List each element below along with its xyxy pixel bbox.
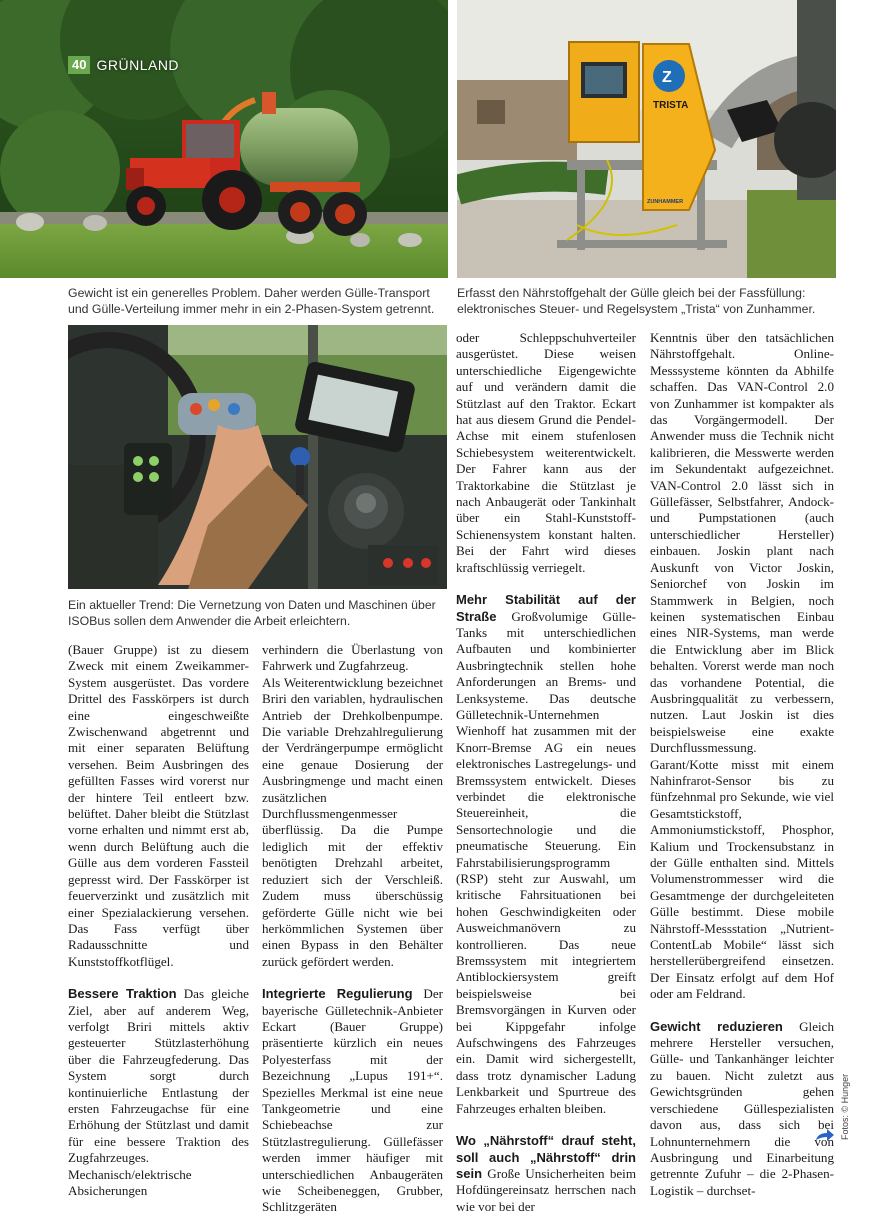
paragraph-with-heading xyxy=(68,986,249,1199)
paragraph-with-heading xyxy=(456,592,636,1117)
paragraph: oder Schleppschuhverteiler ausgerüstet. Diese weisen unterschiedliche Eigengewichte auf und verändern damit die Stützlast auf den Traktor. Eckart hat aus diesem Grund die Pendel-Achse mit einem stufenlosen Schiebesystem weiterentwickelt. Der Fahrer kann aus der Traktorkabine die Stützlast je nach Anbaugerät oder Tankinhalt über ein Stahl-Kunststoff-Schienensystem konstant halten. Bei der Fahrt wird dieses kraftschlüssig verriegelt. xyxy=(456,330,636,575)
paragraph-text: Gleich mehrere Hersteller versuchen, Gülle- und Tankanhänger leichter zu bauen. Nicht zuletzt aus Gewichtsgründen gehen verschiedene Güllespezialisten davon aus, dass sich bei Lohnunternehmern die von Ausbringung und Einarbeitung getrennte Zufuhr – die 2-Phasen-Logistik – durchset- xyxy=(650,1018,834,1198)
section-name: GRÜNLAND xyxy=(96,57,180,73)
paragraph-with-heading xyxy=(262,986,443,1216)
paragraph: Garant/Kotte misst mit einem Nahinfrarot-Sensor bis zu fünfzehnmal pro Sekunde, wie viel Gesamtstickstoff, Ammoniumstickstoff, Phosphor, Kalium und Trockensubstanz in der Gülle enthalten sind. Mittels Volumenstrommesser wird die Gesamtmenge der durchgeleiteten Gülle bestimmt. Diese mobile Nährstoff-Messstation „Nutrient-ContentLab Mobile“ lässt sich herstellerübergreifend einsetzen. Der Einsatz erfolgt auf dem Hof oder am Feldrand. xyxy=(650,756,834,1002)
caption-isobus: Ein aktueller Trend: Die Vernetzung von Daten und Maschinen über ISOBus sollen dem Anwender die Arbeit erleichtern. xyxy=(68,598,436,628)
caption-tractor-tanker: Gewicht ist ein generelles Problem. Daher werden Gülle-Transport und Gülle-Verteilung immer mehr in ein 2-Phasen-System getrennt. xyxy=(68,286,435,316)
panel-brand: ZUNHAMMER xyxy=(647,199,684,205)
text-column-2 xyxy=(262,642,443,1216)
arrow-right-icon xyxy=(815,1128,835,1142)
photo-tractor-cab-terminal xyxy=(68,325,447,589)
paragraph-text: Das gleiche Ziel, aber auf anderem Weg, verfolgt Briri mittels aktiv gesteuerter Stützlasterhöhung über die Fahrzeugfederung. Das System sorgt durch kontinuierliche Entlastung der ersten Fahrzeugachse für eine Erhöhung der Stützlast und damit für eine bessere Traktion des Zugfahrzeuges. Mechanisch/elektrische Absicherungen xyxy=(68,986,249,1198)
caption-trista: Erfasst den Nährstoffgehalt der Gülle gleich bei der Fassfüllung: elektronisches Steuer- und Regelsystem „Trista“ von Zunhammer. xyxy=(457,286,816,316)
paragraph-with-heading xyxy=(650,1019,834,1199)
heading-mehr-stabilitaet: Mehr Stabilität auf der Straße xyxy=(456,592,636,624)
photo-credit: Fotos: © Hunger xyxy=(840,1073,850,1140)
svg-text:Z: Z xyxy=(662,69,672,86)
paragraph: Kenntnis über den tatsächlichen Nährstoffgehalt. Online-Messsysteme könnten da Abhilfe schaffen. Das VAN-Control 2.0 von Zunhammer ist kompakter als das Vorgängermodell. Der Anwender muss die Technik nicht kalibrieren, die Messwerte werden im Sekundentakt aufgezeichnet. VAN-Control 2.0 lässt sich in Güllefässer, Selbstfahrer, Andock- und Pumpstationen (auch unterschiedlicher Hersteller) einbauen. Joskin plant nach Auskunft von Victor Joskin, Seniorchef von Joskin im Stammwerk in Belgien, noch keinen systematischen Einbau eines NIR-Systems, man werde die Entwicklung aber im Blick behalten. Vorerst werde man noch das vorhandene Potential, die Ausbringqualität zu verbessern, nutzen. Laut Joskin ist dies beispielsweise eine exakte Durchflussmessung. xyxy=(650,330,834,756)
page-number: 40 xyxy=(68,56,90,74)
paragraph-with-heading xyxy=(456,1133,636,1215)
tractor-slurry-tanker-photo-icon xyxy=(0,0,448,278)
trista-van-control-station-photo-icon xyxy=(457,0,836,278)
paragraph: (Bauer Gruppe) ist zu diesem Zweck mit einem Zweikammer-System ausgerüstet. Das vordere Drittel des Fasskörpers ist durch eine eingeschweißte Zwischenwand abgetrennt und mit einer separaten Belüftung versehen. Beim Ausbringen des gefüllten Fasses wird vorerst nur der hintere Teil entleert bzw. belüftet. Daher bleibt die Stützlast vorne erhalten und nimmt erst ab, wenn durch Belüftung auch die Gülle aus dem vorderen Fassteil gepresst wird. Der Fasskörper ist feuerverzinkt und zusätzlich mit einer Spezialackierung versehen. Das Fass verfügt über Radausschnitte und Kunststoffkotflügel. xyxy=(68,642,249,969)
heading-gewicht-reduzieren: Gewicht reduzieren xyxy=(650,1018,783,1034)
text-column-4 xyxy=(650,330,834,1199)
paragraph-text: Großvolumige Gülle-Tanks mit unterschiedlichen Aufbauten und kombinierter Ausbringtechnik stellen hohe Anforderungen an Brems- und Lenksysteme. Das deutsche Gülletechnik-Unternehmen Wienhoff hat zusammen mit der Knorr-Bremse AG ein neues elektronisches Lastregelungs- und Bremssystem entwickelt. Dieses verbindet die elektronische Steuereinheit, die Sensortechnologie und die pneumatische Steuerung. Ein Fahrstabilisierungsprogramm (RSP) steht zur Auswahl, um kritische Fahrsituationen bei hohen Geschwindigkeiten oder Ausweichmanövern zu kontrollieren. Das neue Bremssystem mit integriertem Antiblockiersystem greift beispielsweise bei Bremsvorgängen in Kurven oder bei Kippgefahr infolge Aufschwingens des Fahrzeuges ein. Damit wird sichergestellt, dass trotz dynamischer Ladung Lenkbarkeit und Spurtreue des Fahrzeuges erhalten bleiben. xyxy=(456,608,636,1116)
paragraph: verhindern die Überlastung von Fahrwerk und Zugfahrzeug. xyxy=(262,642,443,674)
heading-integrierte-regulierung: Integrierte Regulierung xyxy=(262,986,413,1002)
tractor-cab-terminal-photo-icon xyxy=(68,325,447,589)
page-header xyxy=(68,56,179,74)
heading-bessere-traktion: Bessere Traktion xyxy=(68,986,177,1002)
photo-trista-station xyxy=(457,0,836,278)
heading-naehrstoff: Wo „Nährstoff“ drauf steht, soll auch „Nährstoff“ drin sein xyxy=(456,1133,636,1181)
paragraph: Als Weiterentwicklung bezeichnet Briri den variablen, hydraulischen Antrieb der Drehkolbenpumpe. Die variable Drehzahlregulierung der Verdrängerpumpe ermöglicht eine genaue Dosierung der Ausbringmenge und macht einen zusätzlichen Durchflussmengenmesser überflüssig. Da die Pumpe lediglich mit der effektiv benötigten Drehzahl arbeitet, reduziert sich der Verschleiß. Zudem muss überschüssig geförderte Gülle nicht wie bei herkömmlichen Systemen über einen Bypass in den Behälter zurück gefördert werden. xyxy=(262,674,443,969)
paragraph-text: Der bayerische Gülletechnik-Anbieter Eckart (Bauer Gruppe) präsentierte kürzlich ein neues Polyesterfass mit der Bezeichnung „Lupus 191+“. Spezielles Merkmal ist eine neue Tankgeometrie und eine Schiebeachse zur Stützlastregulierung. Güllefässer werden immer häufiger mit unterschiedlichen Anbaugeräten wie Scheibeneggen, Grubber, Schlitzgeräten xyxy=(262,986,443,1215)
text-column-1 xyxy=(68,642,249,1199)
panel-title: TRISTA xyxy=(653,100,689,111)
paragraph-text: Große Unsicherheiten beim Hofdüngereinsatz herrschen nach wie vor bei der xyxy=(456,1165,636,1214)
photo-tractor-slurry-tanker xyxy=(0,0,448,278)
text-column-3 xyxy=(456,330,636,1215)
